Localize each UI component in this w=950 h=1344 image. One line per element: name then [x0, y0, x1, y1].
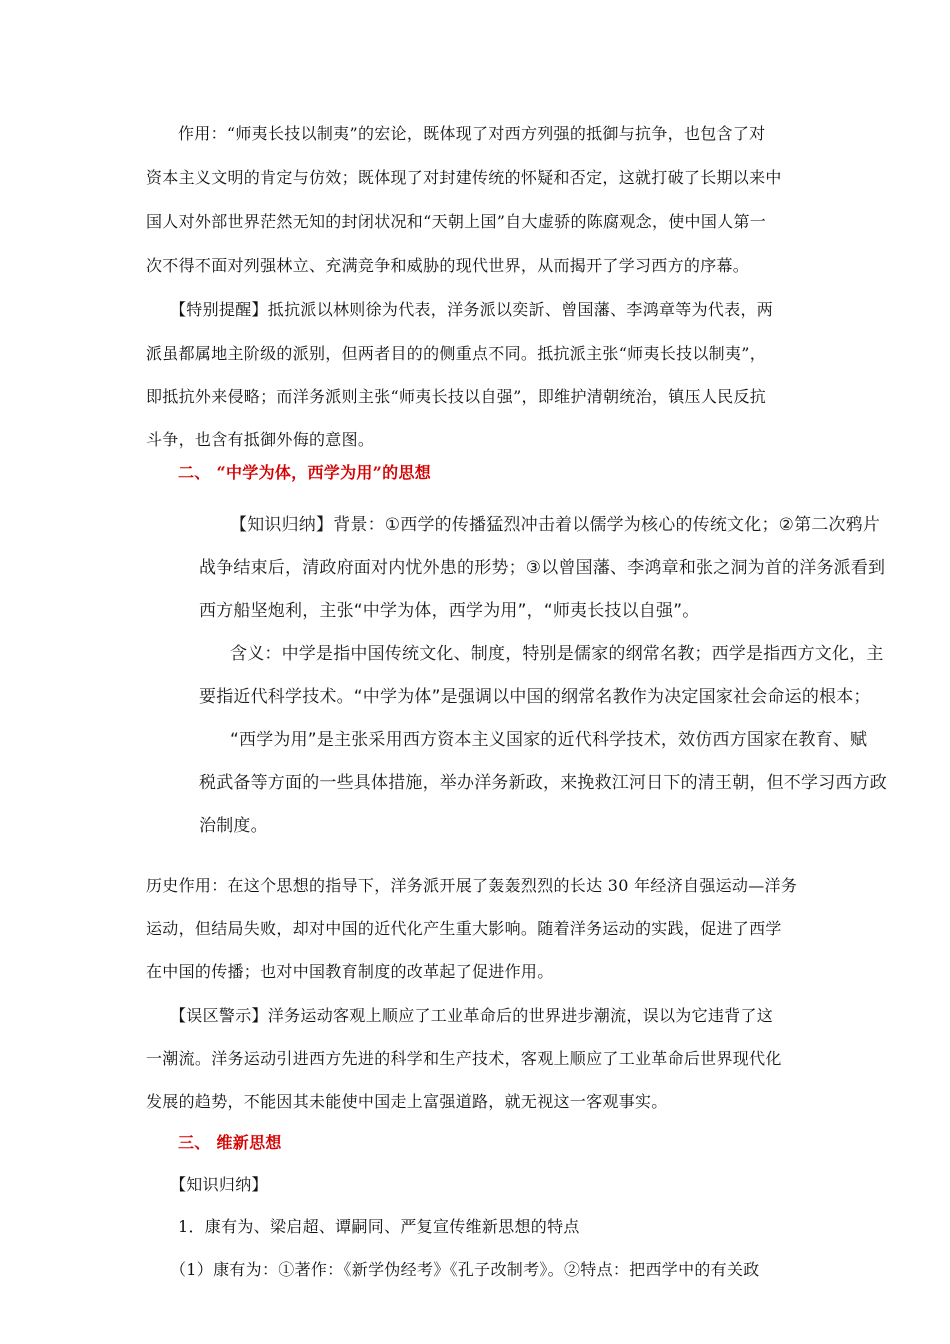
list-item: （1）康有为：①著作：《新学伪经考》《孔子改制考》。②特点：把西学中的有关政 [170, 1260, 760, 1279]
text-line: 【知识归纳】背景：①西学的传播猛烈冲击着以儒学为核心的传统文化；②第二次鸦片 [230, 515, 881, 535]
text-line: 即抵抗外来侵略；而洋务派则主张“师夷长技以自强”，即维护清朝统治，镇压人民反抗 [146, 387, 767, 406]
text-line: 国人对外部世界茫然无知的封闭状况和“天朝上国”自大虚骄的陈腐观念，使中国人第一 [146, 212, 767, 231]
text-line: 【特别提醒】抵抗派以林则徐为代表，洋务派以奕訢、曾国藩、李鸿章等为代表，两 [170, 300, 774, 319]
text-line: 发展的趋势，不能因其未能使中国走上富强道路，就无视这一客观事实。 [146, 1092, 668, 1111]
knowledge-label: 【知识归纳】 [170, 1175, 268, 1194]
text-line: 【误区警示】洋务运动客观上顺应了工业革命后的世界进步潮流，误以为它违背了这 [170, 1006, 774, 1025]
text-line: 治制度。 [199, 816, 268, 836]
list-item: 1．康有为、梁启超、谭嗣同、严复宣传维新思想的特点 [178, 1217, 580, 1236]
text-line: 在中国的传播；也对中国教育制度的改革起了促进作用。 [146, 962, 554, 981]
text-line: 斗争，也含有抵御外侮的意图。 [146, 430, 375, 449]
text-line: 历史作用：在这个思想的指导下，洋务派开展了轰轰烈烈的长达 30 年经济自强运动—洋务 [146, 876, 798, 895]
text-line: “西学为用”是主张采用西方资本主义国家的近代科学技术，效仿西方国家在教育、赋 [230, 730, 868, 750]
section-heading-2: 二、 “中学为体，西学为用”的思想 [178, 463, 432, 482]
text-line: 要指近代科学技术。“中学为体”是强调以中国的纲常名教作为决定国家社会命运的根本； [199, 687, 871, 707]
text-line: 派虽都属地主阶级的派别，但两者目的的侧重点不同。抵抗派主张“师夷长技以制夷”， [146, 344, 767, 363]
text-line: 次不得不面对列强林立、充满竞争和威胁的现代世界，从而揭开了学习西方的序幕。 [146, 256, 750, 275]
text-line: 西方船坚炮利，主张“中学为体，西学为用”，“师夷长技以自强”。 [199, 601, 700, 621]
text-line: 资本主义文明的肯定与仿效；既体现了对封建传统的怀疑和否定，这就打破了长期以来中 [146, 168, 782, 187]
text-line: 战争结束后，清政府面对内忧外患的形势；③以曾国藩、李鸿章和张之洞为首的洋务派看到 [199, 558, 886, 578]
text-line: 一潮流。洋务运动引进西方先进的科学和生产技术，客观上顺应了工业革命后世界现代化 [146, 1049, 782, 1068]
text-line: 含义：中学是指中国传统文化、制度，特别是儒家的纲常名教；西学是指西方文化，主 [230, 644, 884, 664]
text-line: 税武备等方面的一些具体措施，举办洋务新政，来挽救江河日下的清王朝，但不学习西方政 [199, 773, 887, 793]
text-line: 作用：“师夷长技以制夷”的宏论，既体现了对西方列强的抵御与抗争，也包含了对 [178, 124, 766, 143]
text-line: 运动，但结局失败，却对中国的近代化产生重大影响。随着洋务运动的实践，促进了西学 [146, 919, 782, 938]
section-heading-3: 三、 维新思想 [178, 1133, 282, 1152]
